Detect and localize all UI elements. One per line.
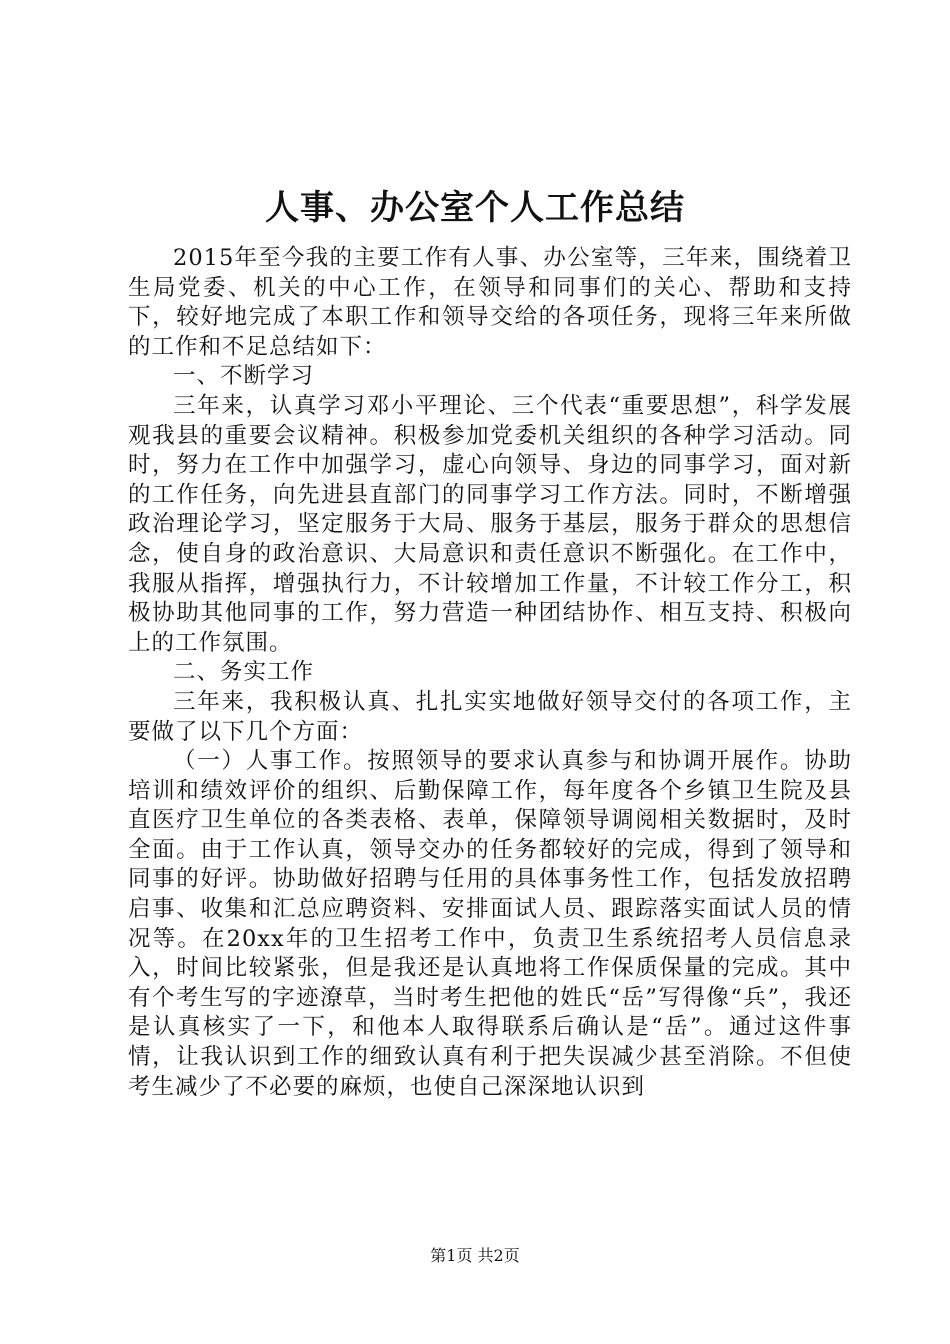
- work-intro-paragraph: 三年来，我积极认真、扎扎实实地做好领导交付的各项工作，主要做了以下几个方面：: [128, 688, 852, 745]
- study-paragraph: 三年来，认真学习邓小平理论、三个代表“重要思想”，科学发展观我县的重要会议精神。积极参加党委机关组织的各种学习活动。同时，努力在工作中加强学习，虚心向领导、身边的同事学习，面对新的工作任务，向先进县直部门的同事学习工作方法。同时，不断增强政治理论学习，坚定服务于大局、服务于基层，服务于群众的思想信念，使自身的政治意识、大局意识和责任意识不断强化。在工作中，我服从指挥，增强执行力，不计较增加工作量，不计较工作分工，积极协助其他同事的工作，努力营造一种团结协作、相互支持、积极向上的工作氛围。: [128, 392, 852, 656]
- section-heading-work: 二、务实工作: [173, 659, 315, 686]
- page-footer: 第1页 共2页: [430, 1246, 520, 1265]
- personnel-work-paragraph: （一）人事工作。按照领导的要求认真参与和协调开展作。协助培训和绩效评价的组织、后勤保障工作，每年度各个乡镇卫生院及县直医疗卫生单位的各类表格、表单，保障领导调阅相关数据时，及时全面。由于工作认真，领导交办的任务都较好的完成，得到了领导和同事的好评。协助做好招聘与任用的具体事务性工作，包括发放招聘启事、收集和汇总应聘资料、安排面试人员、跟踪落实面试人员的情况等。在20xx年的卫生招考工作中，负责卫生系统招考人员信息录入，时间比较紧张，但是我还是认真地将工作保质保量的完成。其中有个考生写的字迹潦草，当时考生把他的姓氏“岳”写得像“兵”，我还是认真核实了一下，和他本人取得联系后确认是“岳”。通过这件事情，让我认识到工作的细致认真有利于把失误减少甚至消除。不但使考生减少了不必要的麻烦，也使自己深深地认识到: [128, 748, 852, 1100]
- section-heading-study: 一、不断学习: [173, 363, 315, 390]
- document-body: [128, 244, 852, 1102]
- intro-paragraph: 2015年至今我的主要工作有人事、办公室等，三年来，围绕着卫生局党委、机关的中心工作，在领导和同事们的关心、帮助和支持下，较好地完成了本职工作和领导交给的各项任务，现将三年来所做的工作和不足总结如下：: [128, 245, 852, 360]
- document-title: 人事、办公室个人工作总结: [265, 188, 685, 228]
